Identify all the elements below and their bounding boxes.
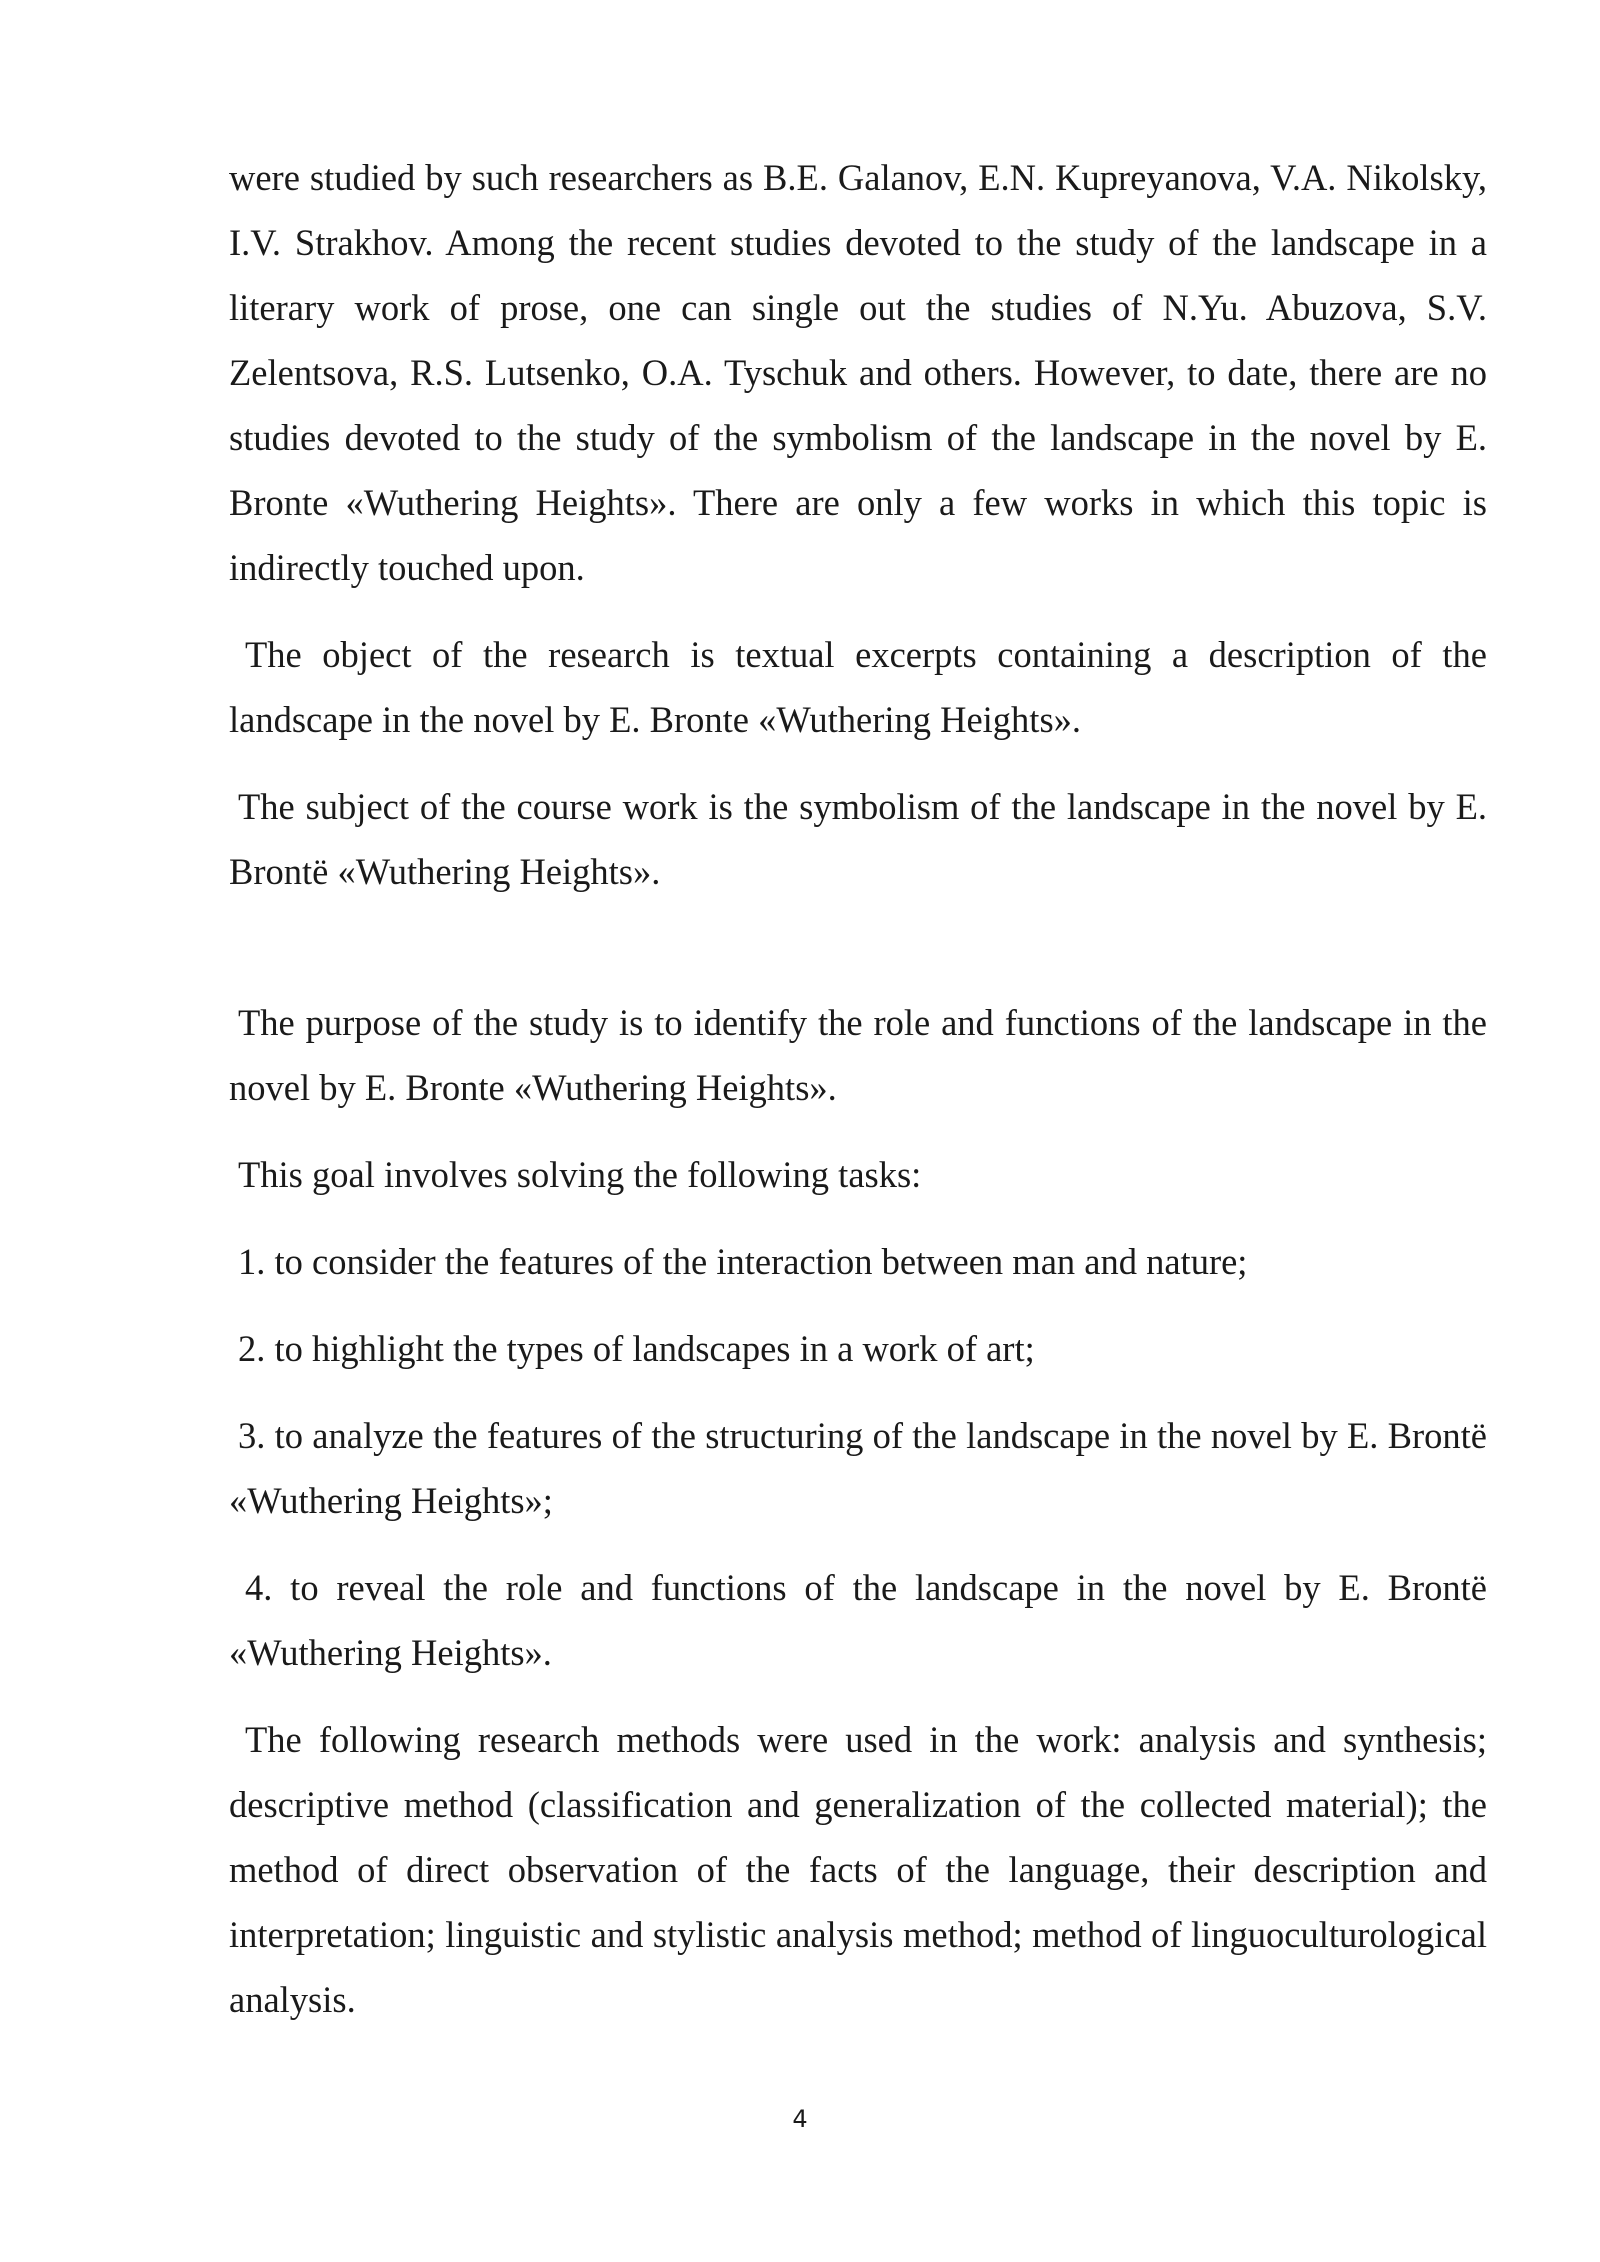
task-item-4: 4. to reveal the role and functions of the landscape in the novel by E. Brontë «Wuthering Heights». xyxy=(229,1567,1487,1673)
task-item-1: 1. to consider the features of the interaction between man and nature; xyxy=(238,1241,1248,1282)
paragraph-researchers: were studied by such researchers as B.E. Galanov, E.N. Kupreyanova, V.A. Nikolsky, I.V. Strakhov. Among the recent studies devoted to the study of the landscape in a literary work of prose, one can single out the studies of N.Yu. Abuzova, S.V. Zelentsova, R.S. Lutsenko, O.A. Tyschuk and others. However, to date, there are no studies devoted to the study of the symbolism of the landscape in the novel by E. Bronte «Wuthering Heights». There are only a few works in which this topic is indirectly touched upon. xyxy=(229,157,1487,588)
body-text xyxy=(229,145,1487,2054)
task-item-2: 2. to highlight the types of landscapes in a work of art; xyxy=(238,1328,1035,1369)
paragraph-purpose: The purpose of the study is to identify the role and functions of the landscape in the novel by E. Bronte «Wuthering Heights». xyxy=(229,1002,1487,1108)
task-item-3: 3. to analyze the features of the structuring of the landscape in the novel by E. Brontë «Wuthering Heights»; xyxy=(229,1415,1487,1521)
paragraph-object: The object of the research is textual excerpts containing a description of the landscape in the novel by E. Bronte «Wuthering Heights». xyxy=(229,634,1487,740)
paragraph-methods: The following research methods were used in the work: analysis and synthesis; descriptive method (classification and generalization of the collected material); the method of direct observation of the facts of the language, their description and interpretation; linguistic and stylistic analysis method; method of linguoculturological analysis. xyxy=(229,1719,1487,2020)
paragraph-goal: This goal involves solving the following tasks: xyxy=(238,1154,922,1195)
paragraph-subject: The subject of the course work is the symbolism of the landscape in the novel by E. Brontë «Wuthering Heights». xyxy=(229,786,1487,892)
page-number: 4 xyxy=(792,2105,808,2133)
